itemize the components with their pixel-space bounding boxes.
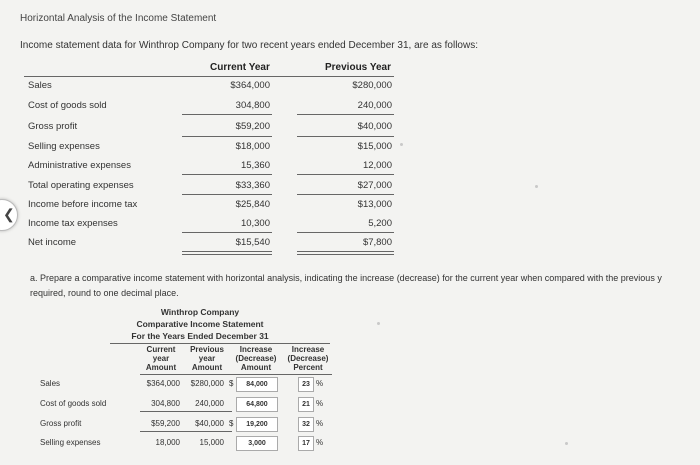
increase-amount-input[interactable]: 3,000	[236, 436, 278, 451]
increase-percent-input[interactable]: 32	[298, 417, 314, 432]
comp-col-inc-percent	[282, 345, 334, 372]
header-rule	[24, 76, 394, 77]
row-previous-total-opex: $27,000	[357, 180, 392, 191]
comp-row-label-selling: Selling expenses	[40, 438, 101, 447]
comp-col-rule	[140, 374, 332, 375]
comp-row-current-cogs: 304,800	[151, 399, 180, 408]
row-previous-income-before-tax: $13,000	[357, 199, 392, 210]
speck	[377, 322, 380, 325]
comp-header-rule	[110, 343, 330, 344]
row-current-cogs: 304,800	[235, 100, 270, 111]
increase-amount-input[interactable]: 84,000	[236, 377, 278, 392]
comp-col-previous	[182, 345, 232, 372]
gross-profit-rule-current	[182, 136, 272, 137]
question-text: a. Prepare a comparative income statement with horizontal analysis, indicating the increase (decrease) for the current year when compared with the previous y	[30, 273, 662, 283]
col-current-line1: Current	[146, 345, 176, 354]
row-previous-income-tax: 5,200	[368, 218, 392, 229]
row-previous-cogs: 240,000	[357, 100, 392, 111]
total-opex-rule-current	[182, 194, 272, 195]
increase-percent-input[interactable]: 21	[298, 397, 314, 412]
page-title: Horizontal Analysis of the Income Statement	[20, 13, 217, 24]
current-year-header: Current Year	[210, 62, 270, 73]
comp-col-current	[138, 345, 184, 372]
row-label-selling: Selling expenses	[28, 141, 100, 152]
percent-sign: %	[316, 438, 324, 447]
total-opex-rule-previous	[297, 194, 394, 195]
chevron-left-icon: ❮	[3, 206, 15, 222]
comp-period: For the Years Ended December 31	[131, 331, 269, 341]
col-inc-percent-line2: (Decrease)	[287, 354, 329, 363]
row-previous-gross-profit: $40,000	[357, 121, 392, 132]
increase-amount-input[interactable]: 64,800	[236, 397, 278, 412]
comp-row-label-gross-profit: Gross profit	[40, 419, 82, 428]
increase-percent-input[interactable]: 23	[298, 377, 314, 392]
row-label-total-opex: Total operating expenses	[28, 180, 134, 191]
col-current-line3: Amount	[145, 363, 177, 372]
row-current-income-before-tax: $25,840	[235, 199, 270, 210]
row-label-gross-profit: Gross profit	[28, 121, 78, 132]
percent-sign: %	[316, 379, 324, 388]
comp-row-previous-gross-profit: $40,000	[195, 419, 224, 428]
row-current-total-opex: $33,360	[235, 180, 270, 191]
percent-sign: %	[316, 399, 324, 408]
row-previous-sales: $280,000	[352, 80, 392, 91]
net-income-rule-current-1	[182, 251, 272, 252]
col-inc-amount-line1: Increase	[239, 345, 273, 354]
col-inc-amount-line2: (Decrease)	[235, 354, 277, 363]
row-current-gross-profit: $59,200	[235, 121, 270, 132]
comp-row-previous-sales: $280,000	[190, 379, 224, 388]
comp-row-current-selling: 18,000	[155, 438, 180, 447]
comp-row-current-gross-profit: $59,200	[151, 419, 180, 428]
comp-cogs-rule	[140, 411, 232, 412]
row-current-admin: 15,360	[240, 160, 270, 171]
col-previous-line2: year	[198, 354, 216, 363]
row-label-sales: Sales	[28, 80, 52, 91]
intro-text: Income statement data for Winthrop Company for two recent years ended December 31, are as follows:	[20, 40, 478, 51]
col-previous-line3: Amount	[191, 363, 223, 372]
increase-amount-input[interactable]: 19,200	[236, 417, 278, 432]
comp-row-previous-selling: 15,000	[199, 438, 224, 447]
comp-statement-title: Comparative Income Statement	[136, 319, 264, 329]
row-previous-selling: $15,000	[357, 141, 392, 152]
speck	[400, 143, 403, 146]
col-current-line2: year	[152, 354, 170, 363]
net-income-rule-current-2	[182, 254, 272, 255]
row-label-net-income: Net income	[28, 237, 77, 248]
comp-gross-profit-rule	[140, 431, 232, 432]
comp-row-label-cogs: Cost of goods sold	[40, 399, 107, 408]
cogs-rule-previous	[297, 114, 394, 115]
comp-company: Winthrop Company	[160, 307, 240, 317]
row-previous-net-income: $7,800	[362, 237, 392, 248]
col-inc-amount-line3: Amount	[240, 363, 272, 372]
speck	[565, 442, 568, 445]
comp-col-inc-amount	[228, 345, 284, 372]
comp-row-current-sales: $364,000	[146, 379, 180, 388]
row-previous-admin: 12,000	[362, 160, 392, 171]
previous-year-header: Previous Year	[325, 62, 391, 73]
dollar-sign: $	[229, 379, 234, 388]
income-tax-rule-previous	[297, 232, 394, 233]
question-text-2: required, round to one decimal place.	[30, 288, 179, 298]
col-inc-percent-line3: Percent	[293, 363, 323, 372]
gross-profit-rule-previous	[297, 136, 394, 137]
row-current-selling: $18,000	[235, 141, 270, 152]
row-label-admin: Administrative expenses	[28, 160, 131, 171]
comp-row-label-sales: Sales	[40, 379, 61, 388]
cogs-rule-current	[182, 114, 272, 115]
dollar-sign: $	[229, 419, 234, 428]
net-income-rule-previous-2	[297, 254, 394, 255]
increase-percent-input[interactable]: 17	[298, 436, 314, 451]
comp-row-previous-cogs: 240,000	[195, 399, 224, 408]
row-current-income-tax: 10,300	[240, 218, 270, 229]
col-inc-percent-line1: Increase	[291, 345, 325, 354]
row-label-cogs: Cost of goods sold	[28, 100, 107, 111]
admin-rule-current	[182, 174, 272, 175]
previous-page-button[interactable]	[0, 199, 18, 231]
row-current-net-income: $15,540	[235, 237, 270, 248]
income-tax-rule-current	[182, 232, 272, 233]
col-previous-line1: Previous	[190, 345, 224, 354]
speck	[535, 185, 538, 188]
row-label-income-tax: Income tax expenses	[28, 218, 118, 229]
percent-sign: %	[316, 419, 324, 428]
admin-rule-previous	[297, 174, 394, 175]
row-label-income-before-tax: Income before income tax	[28, 199, 138, 210]
net-income-rule-previous-1	[297, 251, 394, 252]
row-current-sales: $364,000	[230, 80, 270, 91]
